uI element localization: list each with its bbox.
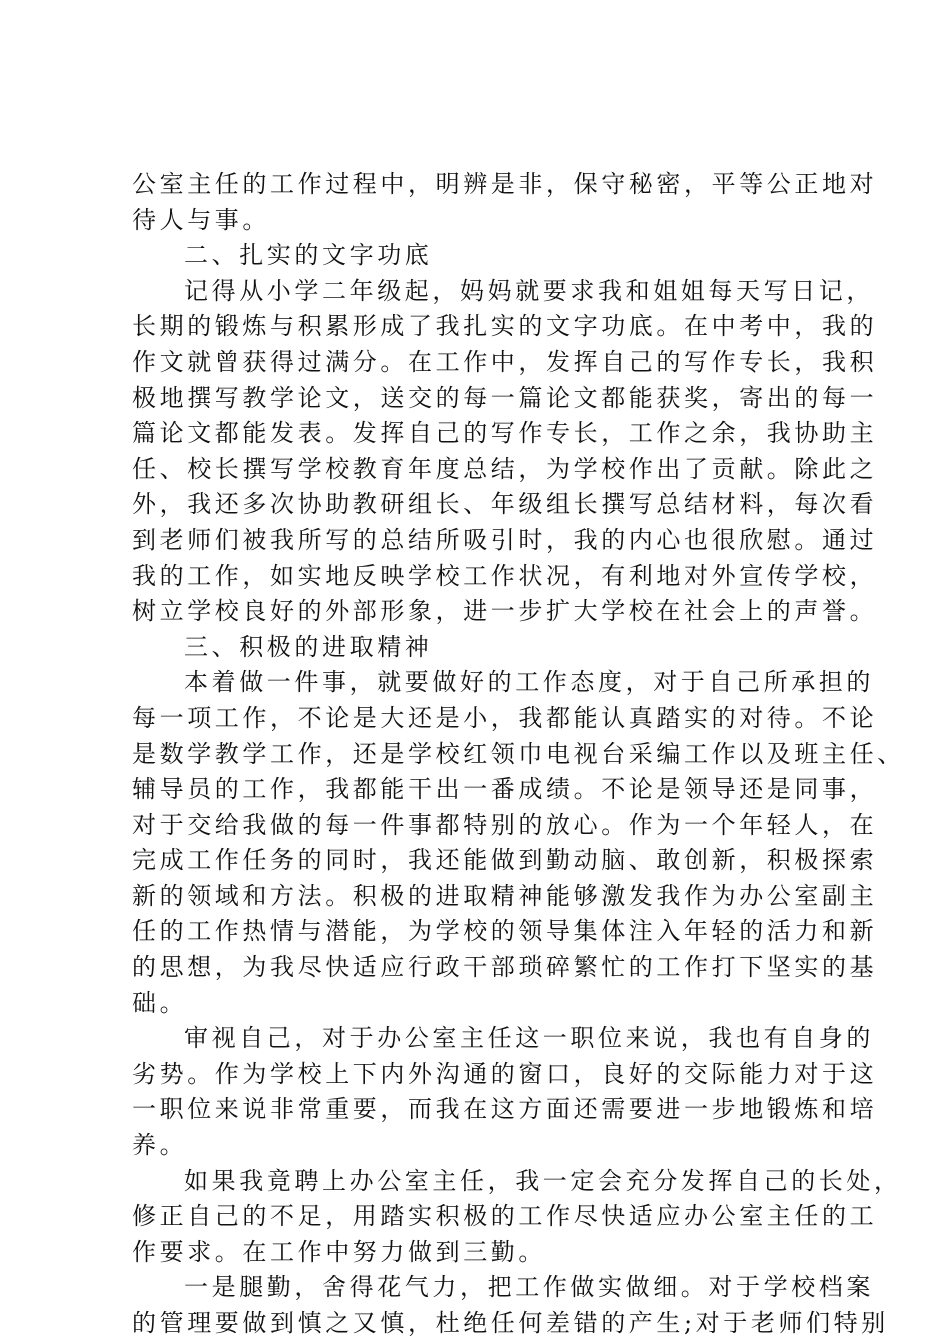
text-line: 作要求。在工作中努力做到三勤。 [132,1237,546,1266]
text-line: 篇论文都能发表。发挥自己的写作专长，工作之余，我协助主 [132,419,878,448]
text-line: 如果我竟聘上办公室主任，我一定会充分发挥自己的长处， [184,1166,902,1195]
text-line: 养。 [132,1131,188,1160]
text-line: 础。 [132,988,188,1017]
text-line: 辅导员的工作，我都能干出一番成绩。不论是领导还是同事， [132,775,878,804]
text-line: 是数学教学工作，还是学校红领巾电视台采编工作以及班主任、 [132,739,905,768]
text-line: 一是腿勤，舍得花气力，把工作做实做细。对于学校档案 [184,1273,874,1302]
text-line: 任、校长撰写学校教育年度总结，为学校作出了贡献。除此之 [132,454,878,483]
text-line: 到老师们被我所写的总结所吸引时，我的内心也很欣慰。通过 [132,525,878,554]
text-line: 外，我还多次协助教研组长、年级组长撰写总结材料，每次看 [132,490,878,519]
text-line: 长期的锻炼与积累形成了我扎实的文字功底。在中考中，我的 [132,312,878,341]
text-line: 树立学校良好的外部形象，进一步扩大学校在社会上的声誉。 [132,597,878,626]
text-line: 待人与事。 [132,205,270,234]
text-line: 公室主任的工作过程中，明辨是非，保守秘密，平等公正地对 [132,170,878,198]
text-line: 我的工作，如实地反映学校工作状况，有利地对外宣传学校， [132,561,878,590]
text-line: 的思想，为我尽快适应行政干部琐碎繁忙的工作打下坚实的基 [132,953,878,982]
text-line: 修正自己的不足，用踏实积极的工作尽快适应办公室主任的工 [132,1202,878,1231]
text-line: 审视自己，对于办公室主任这一职位来说，我也有自身的 [184,1024,874,1053]
text-line: 的管理要做到慎之又慎，杜绝任何差错的产生;对于老师们特别 [132,1309,889,1337]
text-line: 新的领域和方法。积极的进取精神能够激发我作为办公室副主 [132,881,878,910]
text-line: 任的工作热情与潜能，为学校的领导集体注入年轻的活力和新 [132,917,878,946]
document-body [132,167,905,1342]
text-line: 完成工作任务的同时，我还能做到勤动脑、敢创新，积极探索 [132,846,878,875]
text-line: 一职位来说非常重要，而我在这方面还需要进一步地锻炼和培 [132,1095,878,1124]
text-line: 作文就曾获得过满分。在工作中，发挥自己的写作专长，我积 [132,347,878,376]
text-line: 记得从小学二年级起，妈妈就要求我和姐姐每天写日记， [184,276,874,305]
text-line: 本着做一件事，就要做好的工作态度，对于自己所承担的 [184,668,874,697]
text-line: 劣势。作为学校上下内外沟通的窗口，良好的交际能力对于这 [132,1059,878,1088]
text-line: 对于交给我做的每一件事都特别的放心。作为一个年轻人，在 [132,810,878,839]
text-line: 每一项工作，不论是大还是小，我都能认真踏实的对待。不论 [132,703,878,732]
section-heading: 三、积极的进取精神 [184,632,433,661]
text-line: 极地撰写教学论文，送交的每一篇论文都能获奖，寄出的每一 [132,383,878,412]
section-heading: 二、扎实的文字功底 [184,241,433,270]
